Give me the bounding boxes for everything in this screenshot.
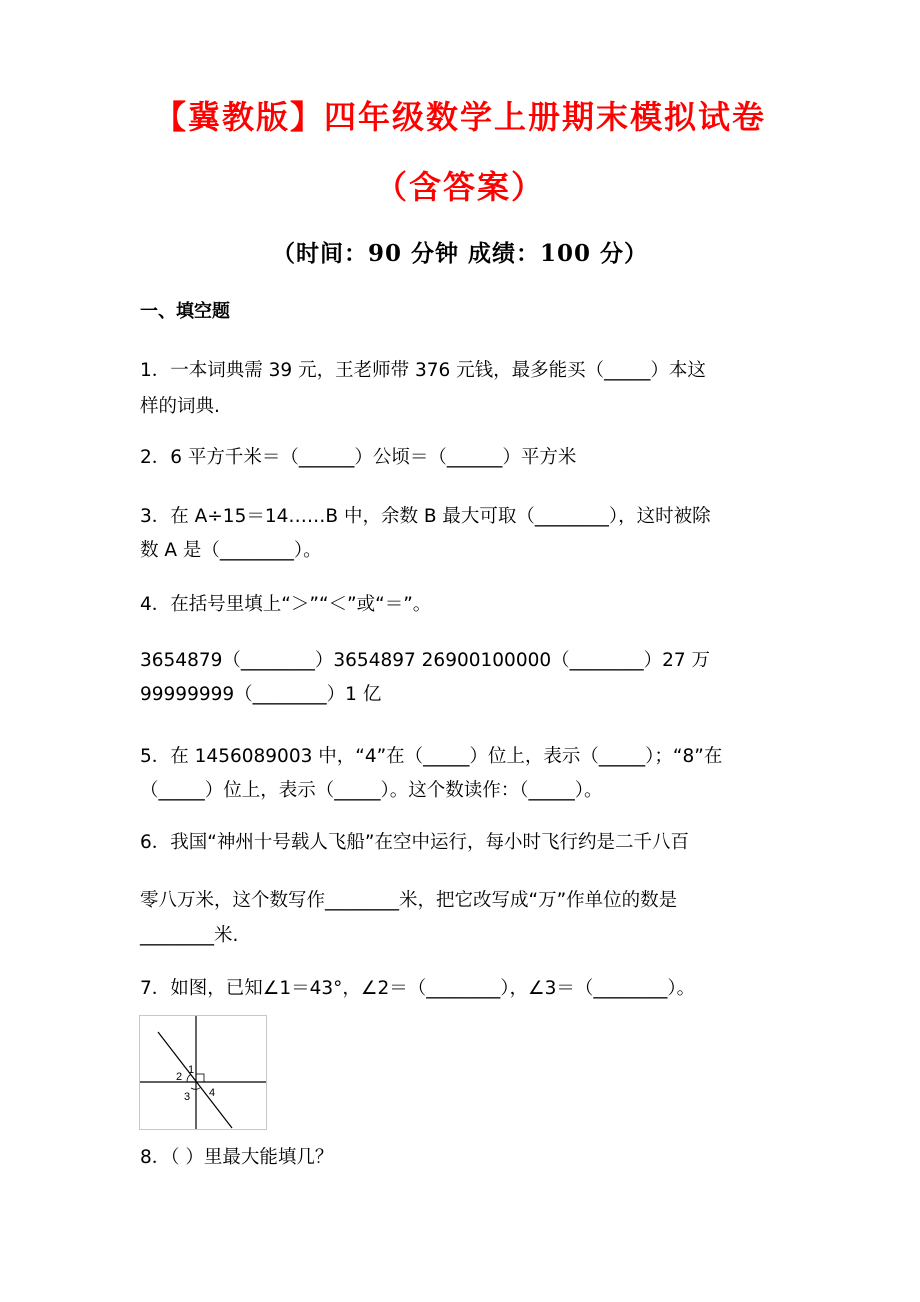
question-1-line2: 样的词典. [140,396,220,417]
question-1-line1: 1．一本词典需 39 元，王老师带 376 元钱，最多能买（_____）本这 [140,360,706,381]
right-angle-mark [196,1074,204,1082]
question-7-line1: 7．如图，已知∠1＝43°，∠2＝（________），∠3＝（________）。 [140,978,696,999]
question-4-line2: 3654879（________）3654897 26900100000（________）27 万 [140,650,711,671]
section-title: 一、填空题 [140,301,230,322]
question-3-line2: 数 A 是（________）。 [140,540,322,561]
question-8-line1: 8．（ ）里最大能填几？ [140,1147,334,1168]
question-4-line3: 99999999（________）1 亿 [140,684,382,705]
angle-label-4: 4 [209,1087,216,1099]
question-5-line2: （_____）位上，表示（_____）。这个数读作：（_____）。 [140,780,603,801]
diagonal-line [158,1032,232,1128]
question-5-line1: 5．在 1456089003 中，“4”在（_____）位上，表示（_____）；“8”在 [140,746,723,767]
document-title-line2: （含答案） [374,168,545,206]
question-6-line1: 6．我国“神州十号载人飞船”在空中运行，每小时飞行约是二千八百 [140,832,689,853]
document-title: 【冀教版】四年级数学上册期末模拟试卷 [153,98,766,136]
angle-label-3: 3 [184,1091,191,1103]
angle-label-1: 1 [188,1064,195,1076]
angle-diagram [140,1016,266,1129]
question-3-line1: 3．在 A÷15＝14……B 中，余数 B 最大可取（________），这时被除 [140,506,711,527]
question-6-line3: ________米. [140,925,239,946]
angle-label-2: 2 [176,1071,183,1083]
question-4-line1: 4．在括号里填上“＞”“＜”或“＝”。 [140,594,432,615]
question-6-line2: 零八万米，这个数写作________米，把它改写成“万”作单位的数是 [140,890,678,911]
question-2-line1: 2．6 平方千米＝（______）公顷＝（______）平方米 [140,447,577,468]
angle-figure [139,1015,267,1130]
exam-info: （时间：90 分钟 成绩：100 分） [271,240,649,267]
